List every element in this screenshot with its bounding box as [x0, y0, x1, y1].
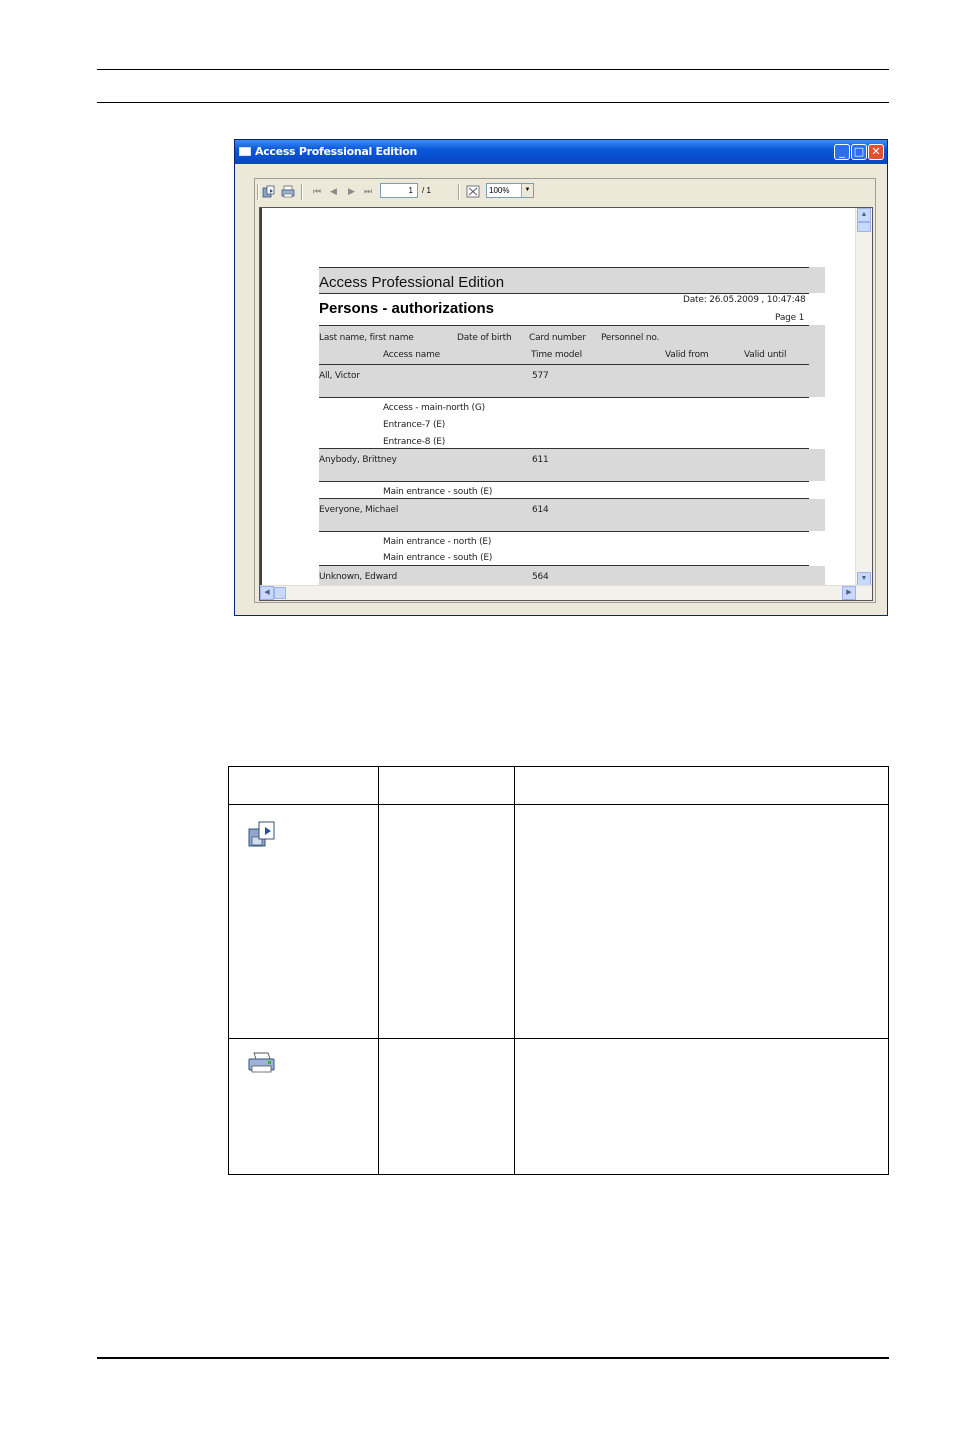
table-row-divider: [229, 1038, 888, 1039]
print-icon[interactable]: [281, 185, 295, 198]
maximize-button[interactable]: □: [851, 144, 867, 160]
report-date: Date: 26.05.2009 , 10:47:48: [683, 295, 806, 305]
title-bar[interactable]: [235, 140, 887, 164]
col-personnel-no: Personnel no.: [601, 333, 660, 343]
fit-page-icon[interactable]: [466, 185, 480, 198]
scroll-left-button[interactable]: ◀: [260, 586, 274, 600]
table-column-divider: [378, 767, 379, 1174]
access-name: Access - main-north (G): [383, 403, 485, 413]
col-access-name: Access name: [383, 350, 440, 360]
person-name: Everyone, Michael: [319, 505, 399, 515]
person-card-number: 611: [532, 455, 549, 465]
export-icon: [248, 820, 278, 853]
chevron-down-icon[interactable]: ▼: [521, 184, 533, 197]
person-name: All, Victor: [319, 371, 360, 381]
report-preview: [259, 207, 873, 601]
close-button[interactable]: ✕: [868, 144, 884, 160]
column-header-rule-top: [319, 325, 809, 326]
horizontal-scrollbar[interactable]: [260, 585, 872, 600]
zoom-select[interactable]: [486, 183, 534, 198]
header-rule-bottom: [97, 102, 889, 103]
person-card-number: 577: [532, 371, 549, 381]
zoom-value: 100%: [489, 186, 510, 195]
next-page-button[interactable]: ▶: [348, 186, 355, 196]
last-page-button[interactable]: ⏭: [364, 186, 373, 196]
page-total: / 1: [422, 186, 431, 195]
viewer-toolbar: [255, 179, 875, 205]
col-time-model: Time model: [531, 350, 582, 360]
person-rule: [319, 531, 809, 532]
report-title: Access Professional Edition: [319, 274, 505, 291]
toolbar-separator: [301, 184, 303, 200]
table-column-divider: [514, 767, 515, 1174]
person-card-number: 614: [532, 505, 549, 515]
vertical-scrollbar[interactable]: [855, 208, 872, 586]
col-last-first-name: Last name, first name: [319, 333, 414, 343]
app-window: [234, 139, 888, 616]
toolbar-grip: [257, 184, 259, 200]
col-valid-from: Valid from: [665, 350, 709, 360]
report-subtitle: Persons - authorizations: [319, 300, 495, 317]
page-number-input[interactable]: 1: [380, 183, 418, 198]
scroll-right-button[interactable]: ▶: [842, 586, 856, 600]
report-page-number: Page 1: [775, 313, 805, 323]
app-icon: [239, 147, 251, 156]
prev-page-button[interactable]: ◀: [330, 186, 337, 196]
access-name: Entrance-8 (E): [383, 437, 446, 447]
col-card-number: Card number: [529, 333, 586, 343]
col-valid-until: Valid until: [744, 350, 787, 360]
header-rule-top: [97, 69, 889, 70]
access-name: Entrance-7 (E): [383, 420, 446, 430]
col-date-of-birth: Date of birth: [457, 333, 512, 343]
access-name: Main entrance - south (E): [383, 487, 493, 497]
export-icon[interactable]: [262, 185, 276, 198]
toolbar-icons-table: [228, 766, 889, 1175]
vertical-scroll-thumb[interactable]: [857, 222, 871, 232]
table-header-divider: [229, 804, 888, 805]
report-page: [260, 208, 858, 586]
person-band: [319, 365, 825, 397]
window-title: Access Professional Edition: [255, 145, 417, 158]
title-rule-bottom: [319, 293, 809, 294]
first-page-button[interactable]: ⏮: [313, 186, 322, 196]
scroll-up-button[interactable]: ▲: [857, 208, 871, 222]
person-rule: [319, 397, 809, 398]
person-band: [319, 499, 825, 531]
report-viewer: [254, 178, 876, 603]
person-rule: [319, 481, 809, 482]
scroll-down-button[interactable]: ▼: [857, 572, 871, 586]
horizontal-scroll-thumb[interactable]: [274, 587, 286, 599]
person-name: Anybody, Brittney: [319, 455, 397, 465]
minimize-button[interactable]: _: [834, 144, 850, 160]
toolbar-separator-2: [458, 184, 460, 200]
access-name: Main entrance - south (E): [383, 553, 493, 563]
person-band: [319, 449, 825, 481]
access-name: Main entrance - north (E): [383, 537, 492, 547]
title-rule-top: [319, 267, 809, 268]
person-name: Unknown, Edward: [319, 572, 398, 582]
print-icon: [247, 1051, 277, 1080]
person-card-number: 564: [532, 572, 549, 582]
footer-rule: [97, 1357, 889, 1359]
